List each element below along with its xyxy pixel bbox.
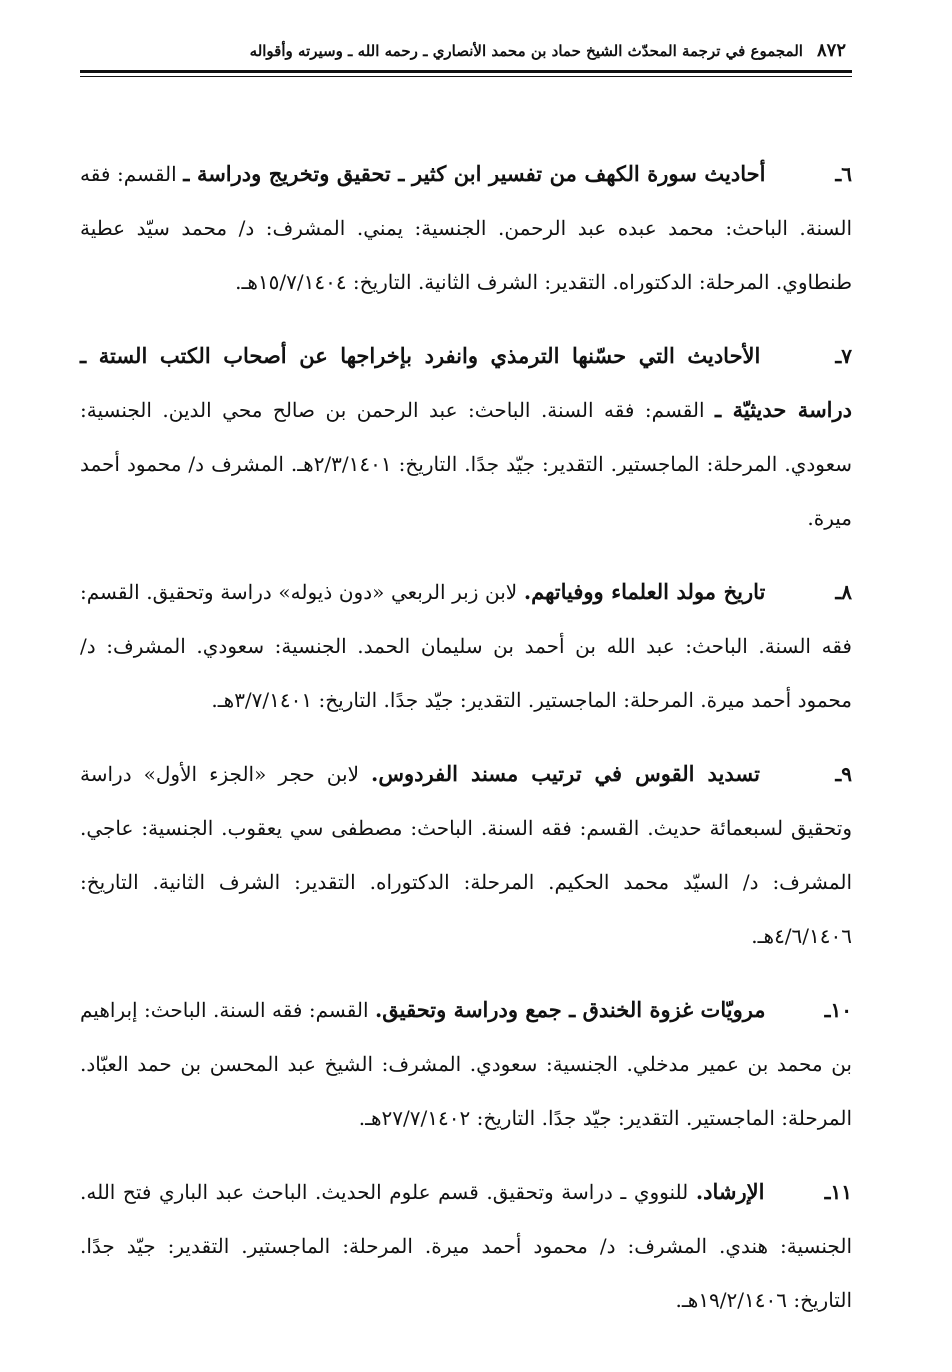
entry-title: تسديد القوس في ترتيب مسند الفردوس.	[371, 761, 760, 786]
entry-number: ٨ـ	[835, 580, 852, 604]
list-item	[80, 983, 852, 1145]
list-item	[80, 1165, 852, 1327]
entry-body: لابن زبر الربعي «دون ذيوله» دراسة وتحقيق. القسم: فقه السنة. الباحث: عبد الله بن أحمد بن سليمان الحمد. الجنسية: سعودي. المشرف: د/ محمود أحمد ميرة. المرحلة: الماجستير. التقدير: جيّد جدًا. التاريخ: ٣/٧/١٤٠١هـ.	[80, 580, 852, 712]
book-title: المجموع في ترجمة المحدّث الشيخ حماد بن محمد الأنصاري ـ رحمه الله ـ وسيرته وأقواله	[249, 42, 803, 60]
entry-title: تاريخ مولد العلماء ووفياتهم.	[523, 579, 766, 604]
entry-body: لابن حجر «الجزء الأول» دراسة وتحقيق لسبعمائة حديث. القسم: فقه السنة. الباحث: مصطفى سي يعقوب. الجنسية: عاجي. المشرف: د/ السيّد محمد الحكيم. المرحلة: الدكتوراه. التقدير: الشرف الثانية. التاريخ: ٤/٦/١٤٠٦هـ.	[80, 762, 852, 948]
entry-number: ٧ـ	[835, 344, 853, 368]
entry-body: القسم: فقه السنة. الباحث: إبراهيم بن محمد بن عمير مدخلي. الجنسية: سعودي. المشرف: الشيخ عبد المحسن بن حمد العبّاد. المرحلة: الماجستير. التقدير: جيّد جدًا. التاريخ: ٢٧/٧/١٤٠٢هـ.	[80, 998, 852, 1130]
entry-list	[80, 147, 852, 1327]
entry-number: ١٠ـ	[824, 998, 852, 1022]
entry-number: ٦ـ	[835, 162, 852, 186]
entry-title: الإرشاد.	[695, 1179, 765, 1204]
list-item	[80, 147, 852, 309]
list-item	[80, 565, 852, 727]
header-rule	[80, 70, 852, 77]
entry-number: ٩ـ	[835, 762, 852, 786]
entry-title: أحاديث سورة الكهف من تفسير ابن كثير ـ تحقيق وتخريج ودراسة ـ	[183, 161, 766, 186]
entry-title: الأحاديث التي حسّنها الترمذي وانفرد بإخراجها عن أصحاب الكتب الستة ـ دراسة حديثيّة ـ	[80, 343, 852, 422]
entry-body: القسم: فقه السنة. الباحث: عبد الرحمن بن صالح محي الدين. الجنسية: سعودي. المرحلة: الماجستير. التقدير: جيّد جدًا. التاريخ: ٢/٣/١٤٠١هـ. المشرف د/ محمود أحمد ميرة.	[80, 398, 852, 530]
running-header	[80, 40, 852, 62]
page-number: ٨٧٢	[816, 40, 846, 61]
list-item	[80, 329, 852, 545]
entry-body: القسم: فقه السنة. الباحث: محمد عبده عبد الرحمن. الجنسية: يمني. المشرف: د/ محمد سيّد عطية طنطاوي. المرحلة: الدكتوراه. التقدير: الشرف الثانية. التاريخ: ١٥/٧/١٤٠٤هـ.	[80, 162, 852, 294]
list-item	[80, 747, 852, 963]
page	[80, 40, 852, 1345]
entry-number: ١١ـ	[824, 1180, 853, 1204]
entry-body: للنووي ـ دراسة وتحقيق. قسم علوم الحديث. الباحث عبد الباري فتح الله. الجنسية: هندي. المشرف: د/ محمود أحمد ميرة. المرحلة: الماجستير. التقدير: جيّد جدًا. التاريخ: ١٩/٢/١٤٠٦هـ.	[80, 1180, 852, 1312]
entry-title: مرويّات غزوة الخندق ـ جمع ودراسة وتحقيق.	[374, 997, 766, 1022]
